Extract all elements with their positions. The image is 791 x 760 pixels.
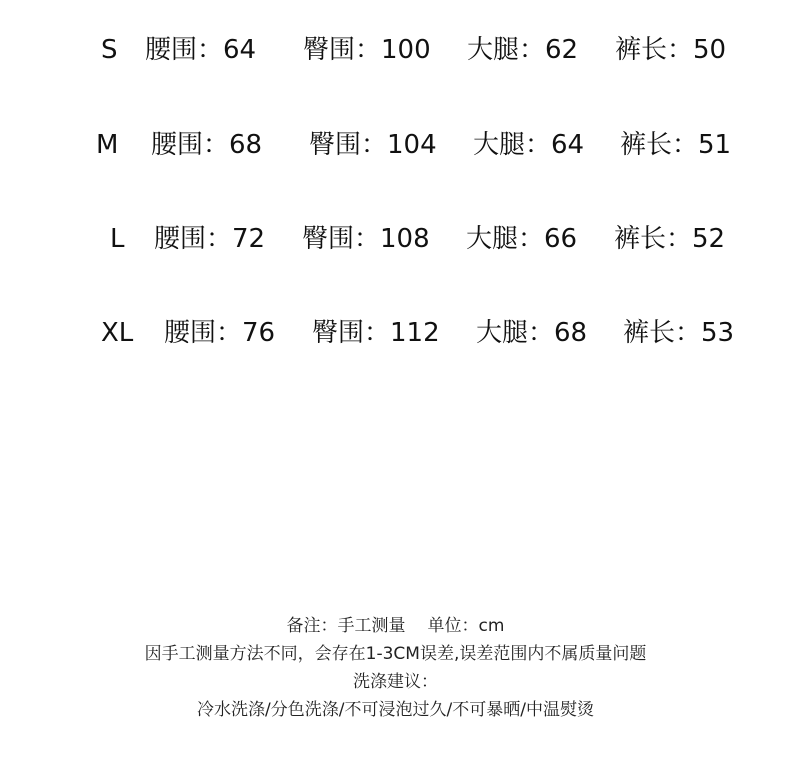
hip-measure: 臀围：112 — [312, 318, 440, 348]
waist-measure: 腰围：68 — [151, 130, 263, 160]
size-row-s — [0, 30, 791, 70]
size-row-xl — [0, 313, 791, 353]
size-label: XL — [101, 318, 134, 348]
size-label: S — [101, 35, 118, 65]
wash-title: 洗涤建议： — [353, 672, 438, 692]
measure-line — [0, 612, 791, 640]
size-row-l — [0, 219, 791, 259]
thigh-measure: 大腿：62 — [467, 35, 579, 65]
error-note: 因手工测量方法不同，会存在1-3CM误差,误差范围内不属质量问题 — [144, 644, 647, 664]
waist-measure: 腰围：76 — [164, 318, 276, 348]
thigh-measure: 大腿：66 — [466, 224, 578, 254]
waist-measure: 腰围：72 — [154, 224, 266, 254]
size-label: M — [96, 130, 119, 160]
notes-block — [0, 612, 791, 724]
hip-measure: 臀围：100 — [303, 35, 431, 65]
length-measure: 裤长：53 — [623, 318, 735, 348]
measure-note: 备注：手工测量 — [286, 616, 406, 636]
unit-note: 单位：cm — [427, 616, 505, 636]
size-row-m — [0, 125, 791, 165]
length-measure: 裤长：51 — [620, 130, 732, 160]
waist-measure: 腰围：64 — [145, 35, 257, 65]
thigh-measure: 大腿：68 — [476, 318, 588, 348]
size-label: L — [110, 224, 125, 254]
length-measure: 裤长：52 — [614, 224, 726, 254]
length-measure: 裤长：50 — [615, 35, 727, 65]
hip-measure: 臀围：108 — [302, 224, 430, 254]
wash-instructions: 冷水洗涤/分色洗涤/不可浸泡过久/不可暴晒/中温熨烫 — [197, 700, 594, 720]
hip-measure: 臀围：104 — [309, 130, 437, 160]
thigh-measure: 大腿：64 — [473, 130, 585, 160]
